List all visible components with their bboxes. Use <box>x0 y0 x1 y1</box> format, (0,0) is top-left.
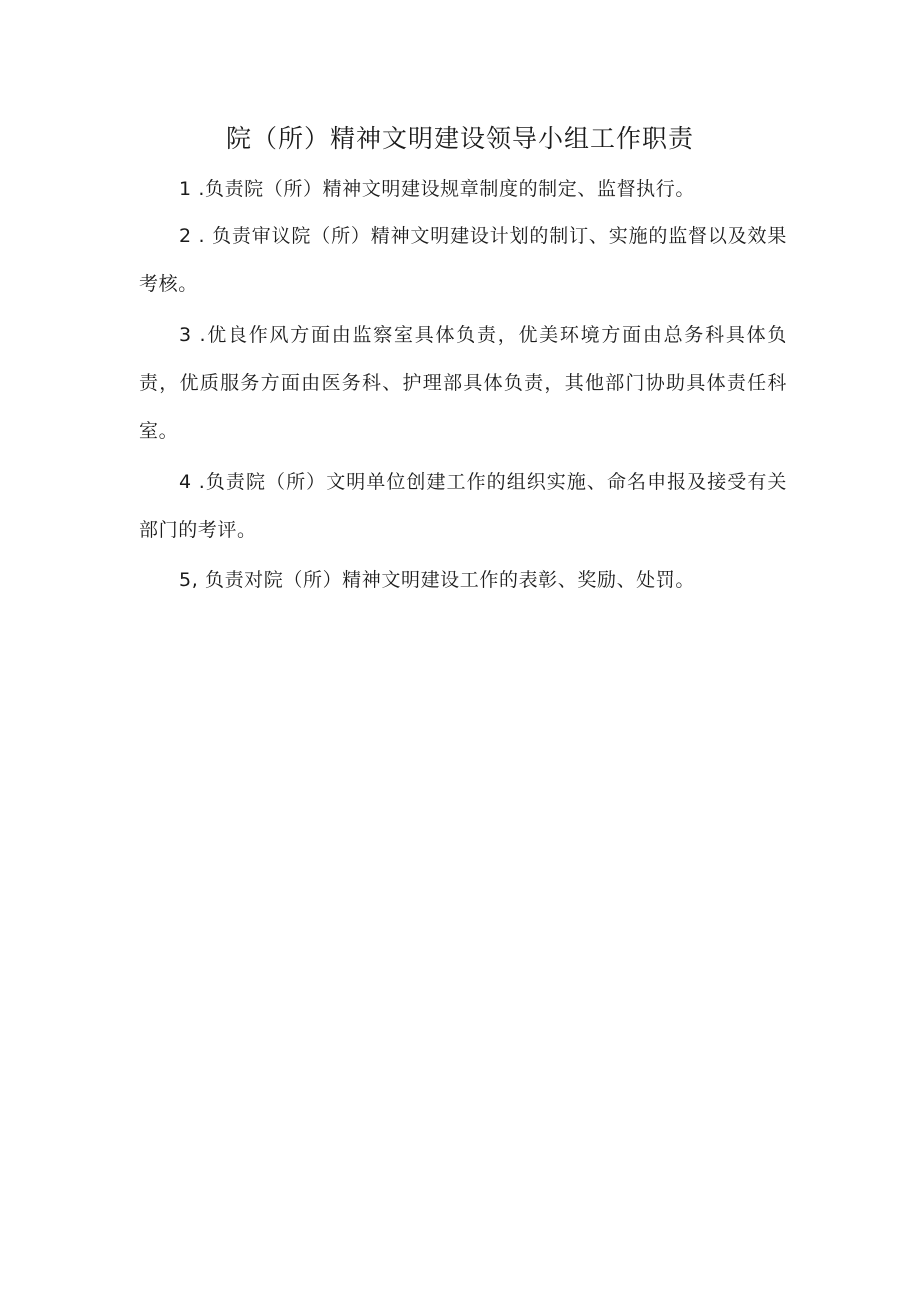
duty-item-1: 1 .负责院（所）精神文明建设规章制度的制定、监督执行。 <box>179 178 695 200</box>
duty-item-2: 2 . 负责审议院（所）精神文明建设计划的制订、实施的监督以及效果考核。 <box>139 225 787 295</box>
duty-item-4: 4 .负责院（所）文明单位创建工作的组织实施、命名申报及接受有关部门的考评。 <box>139 471 787 541</box>
duty-item-5: 5, 负责对院（所）精神文明建设工作的表彰、奖励、处罚。 <box>179 569 695 591</box>
document-title: 院（所）精神文明建设领导小组工作职责 <box>225 124 694 153</box>
duty-item-3: 3 .优良作风方面由监察室具体负责，优美环境方面由总务科具体负责，优质服务方面由医务科、护理部具体负责，其他部门协助具体责任科室。 <box>139 324 787 442</box>
